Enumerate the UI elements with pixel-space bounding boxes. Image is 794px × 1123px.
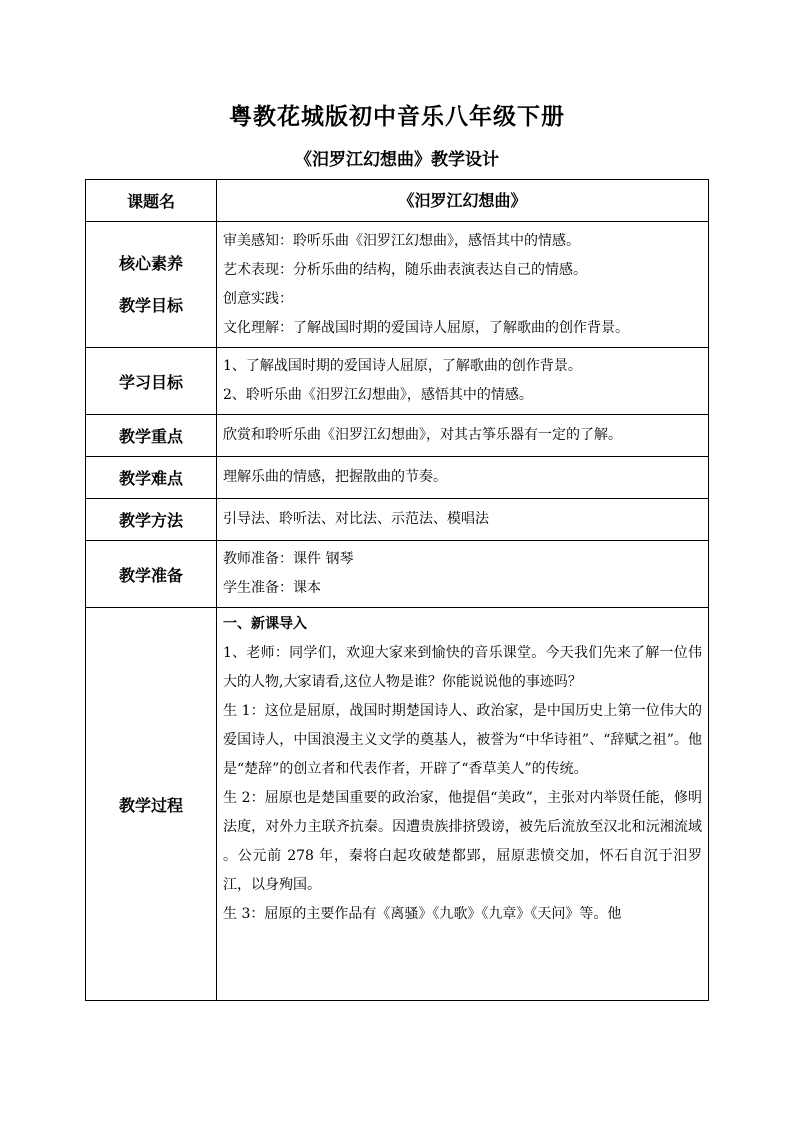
method-value: 引导法、聆听法、对比法、示范法、模唱法 [217, 499, 709, 541]
document-title: 粤教花城版初中音乐八年级下册 [229, 103, 565, 130]
process-paragraph: 生 1：这位是屈原，战国时期楚国诗人、政治家，是中国历史上第一位伟大的爱国诗人，中国浪漫主义文学的奠基人，被誉为“中华诗祖”、“辞赋之祖”。他是“楚辞”的创立者和代表作者，开辟了“香草美人”的传统。 [223, 703, 702, 777]
learning-label: 学习目标 [86, 348, 217, 415]
core-line: 创意实践： [223, 290, 293, 307]
row-process [86, 608, 709, 1001]
core-content [217, 222, 709, 348]
process-label: 教学过程 [86, 608, 217, 1001]
row-learning [86, 348, 709, 415]
learning-line: 1、了解战国时期的爱国诗人屈原，了解歌曲的创作背景。 [223, 358, 582, 374]
difficulty-value: 理解乐曲的情感，把握散曲的节奏。 [217, 457, 709, 499]
core-line: 艺术表现：分析乐曲的结构，随乐曲表演表达自己的情感。 [223, 261, 587, 278]
difficulty-label: 教学难点 [86, 457, 217, 499]
core-line: 审美感知：聆听乐曲《汨罗江幻想曲》，感悟其中的情感。 [223, 232, 580, 249]
document-subtitle: 《汨罗江幻想曲》教学设计 [295, 150, 499, 170]
prep-content [217, 541, 709, 608]
prep-label: 教学准备 [86, 541, 217, 608]
process-paragraph: 生 3：屈原的主要作品有《离骚》《九歌》《九章》《天问》等。他 [223, 906, 622, 922]
core-label [86, 222, 217, 348]
row-prep [86, 541, 709, 608]
row-topic [86, 180, 709, 222]
core-label-line2: 教学目标 [118, 295, 183, 315]
learning-line: 2、聆听乐曲《汨罗江幻想曲》，感悟其中的情感。 [223, 387, 533, 403]
prep-line: 教师准备：课件 钢琴 [223, 551, 354, 567]
row-core [86, 222, 709, 348]
process-paragraph: 生 2：屈原也是楚国重要的政治家，他提倡“美政”，主张对内举贤任能，修明法度，对外力主联齐抗秦。因遭贵族排挤毁谤，被先后流放至汉北和沅湘流域 。公元前 278 年，秦将白起攻破楚都郢，屈原悲愤交加，怀石自沉于汨罗江，以身殉国。 [223, 790, 702, 893]
row-focus [86, 415, 709, 457]
focus-label: 教学重点 [86, 415, 217, 457]
focus-value: 欣赏和聆听乐曲《汨罗江幻想曲》，对其古筝乐器有一定的了解。 [217, 415, 709, 457]
process-paragraph: 1、老师：同学们，欢迎大家来到愉快的音乐课堂。今天我们先来了解一位伟大的人物,大家请看,这位人物是谁？你能说说他的事迹吗？ [223, 645, 702, 690]
core-label-line1: 核心素养 [118, 253, 183, 273]
lesson-plan-table [85, 179, 709, 1001]
core-line: 文化理解：了解战国时期的爱国诗人屈原，了解歌曲的创作背景。 [223, 319, 629, 336]
section-heading: 一、新课导入 [223, 616, 307, 632]
topic-value: 《汨罗江幻想曲》 [217, 180, 709, 222]
prep-line: 学生准备：课本 [223, 580, 321, 596]
topic-label: 课题名 [86, 180, 217, 222]
row-difficulty [86, 457, 709, 499]
learning-content [217, 348, 709, 415]
method-label: 教学方法 [86, 499, 217, 541]
row-method [86, 499, 709, 541]
process-content [217, 608, 709, 1001]
